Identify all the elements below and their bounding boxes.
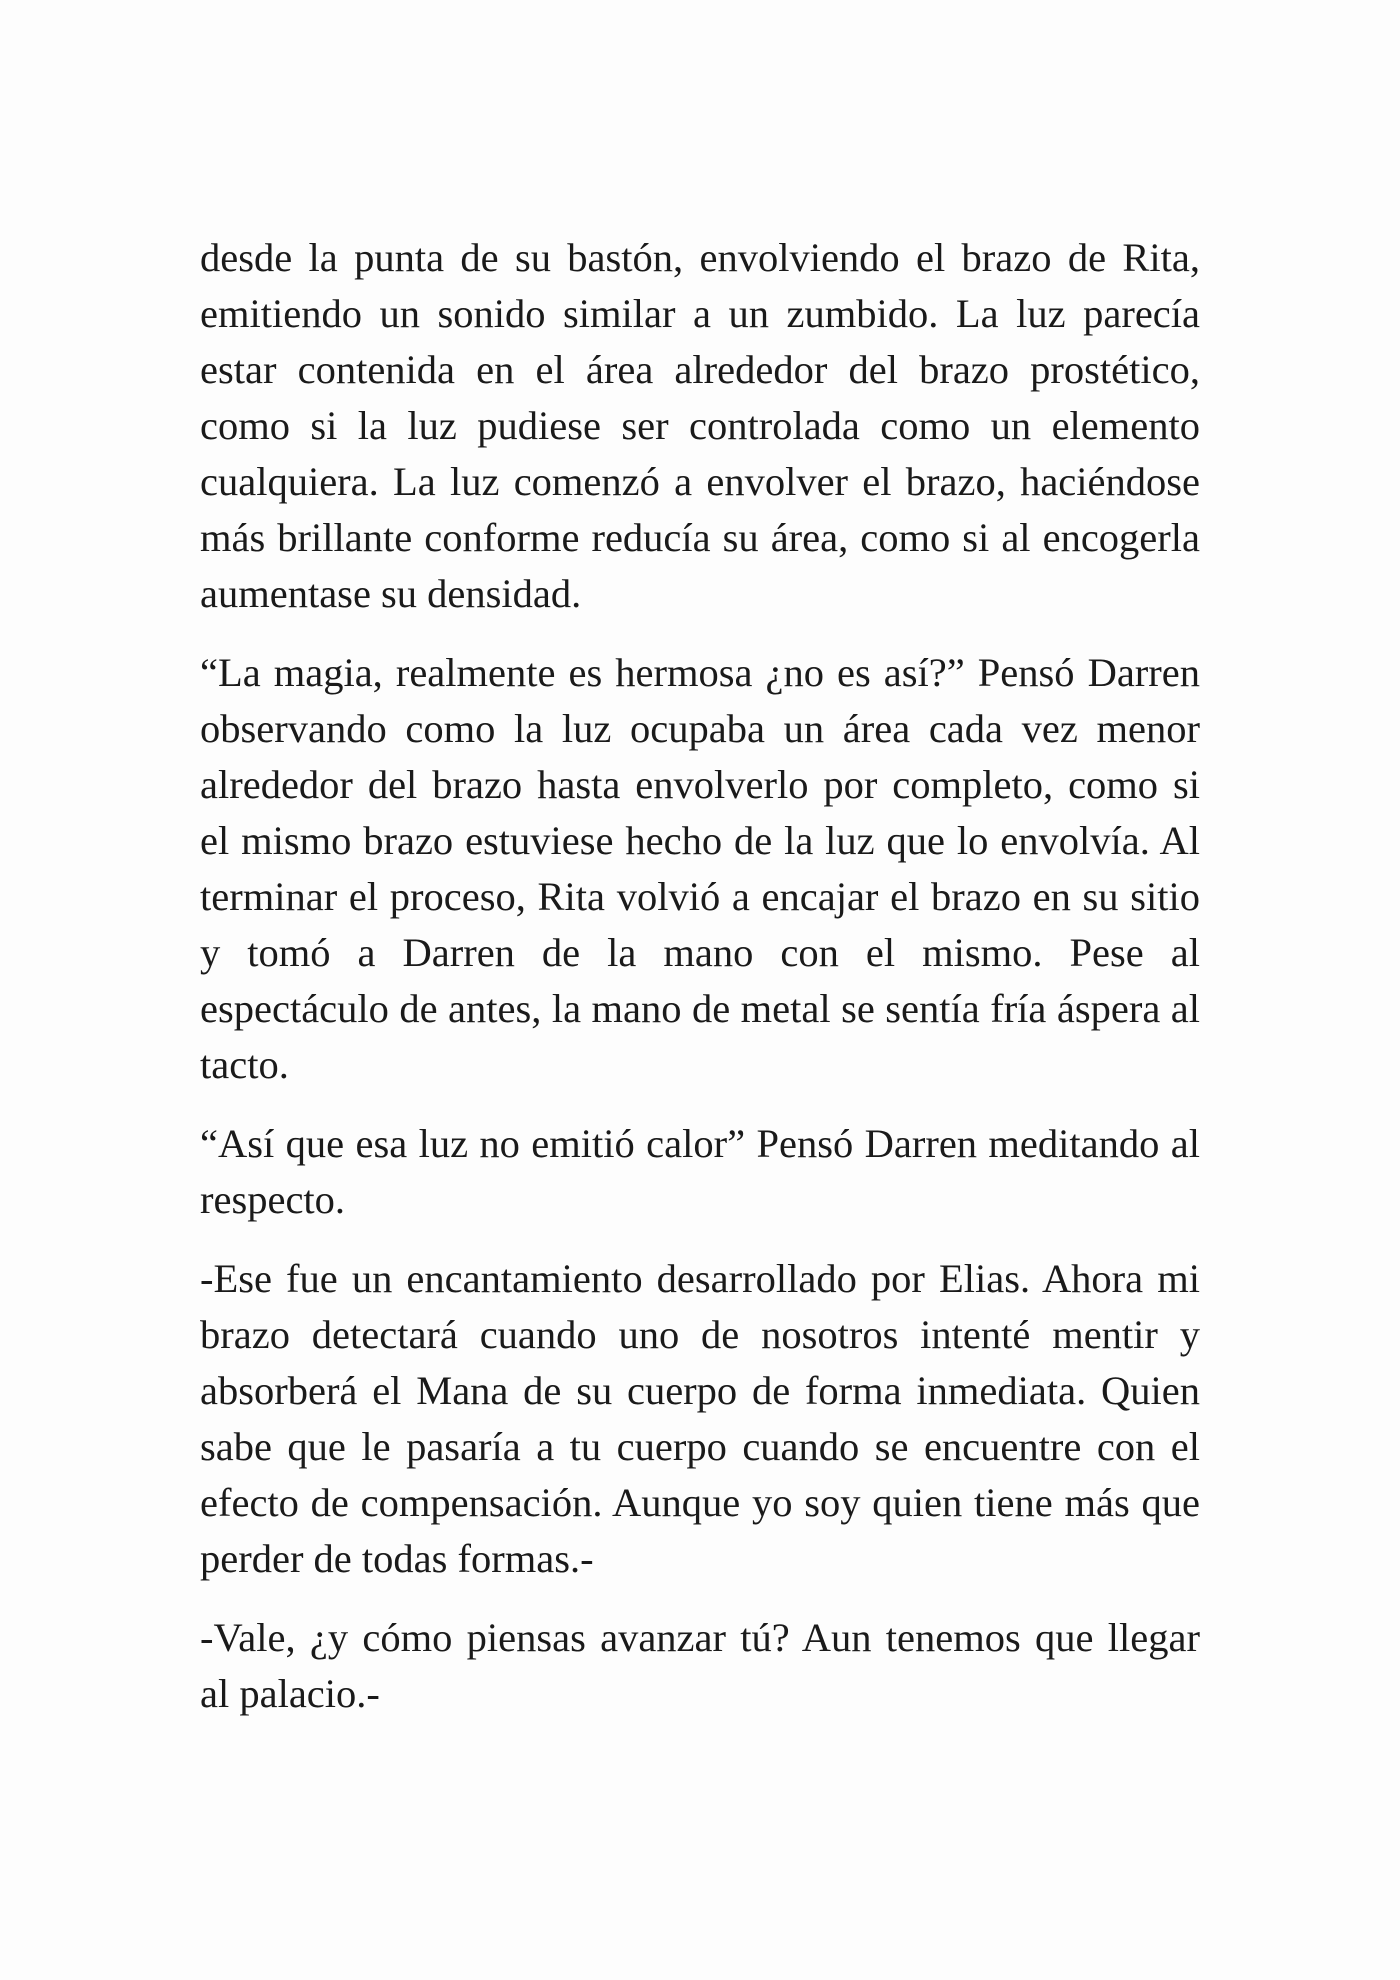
paragraph: -Vale, ¿y cómo piensas avanzar tú? Aun tenemos que llegar al palacio.- [200,1615,1200,1716]
paragraph: -Ese fue un encantamiento desarrollado por Elias. Ahora mi brazo detectará cuando uno de nosotros intenté mentir y absorberá el Mana de su cuerpo de forma inmediata. Quien sabe que le pasaría a tu cuerpo cuando se encuentre con el efecto de compensación. Aunque yo soy quien tiene más que perder de todas formas.- [200,1256,1200,1581]
body-text [200,230,1200,1722]
paragraph: desde la punta de su bastón, envolviendo el brazo de Rita, emitiendo un sonido similar a un zumbido. La luz parecía estar contenida en el área alrededor del brazo prostético, como si la luz pudiese ser controlada como un elemento cualquiera. La luz comenzó a envolver el brazo, haciéndose más brillante conforme reducía su área, como si al encogerla aumentase su densidad. [200,235,1200,616]
paragraph: “Así que esa luz no emitió calor” Pensó Darren meditando al respecto. [200,1121,1200,1222]
paragraph: “La magia, realmente es hermosa ¿no es así?” Pensó Darren observando como la luz ocupaba un área cada vez menor alrededor del brazo hasta envolverlo por completo, como si el mismo brazo estuviese hecho de la luz que lo envolvía. Al terminar el proceso, Rita volvió a encajar el brazo en su sitio y tomó a Darren de la mano con el mismo. Pese al espectáculo de antes, la mano de metal se sentía fría áspera al tacto. [200,650,1200,1087]
